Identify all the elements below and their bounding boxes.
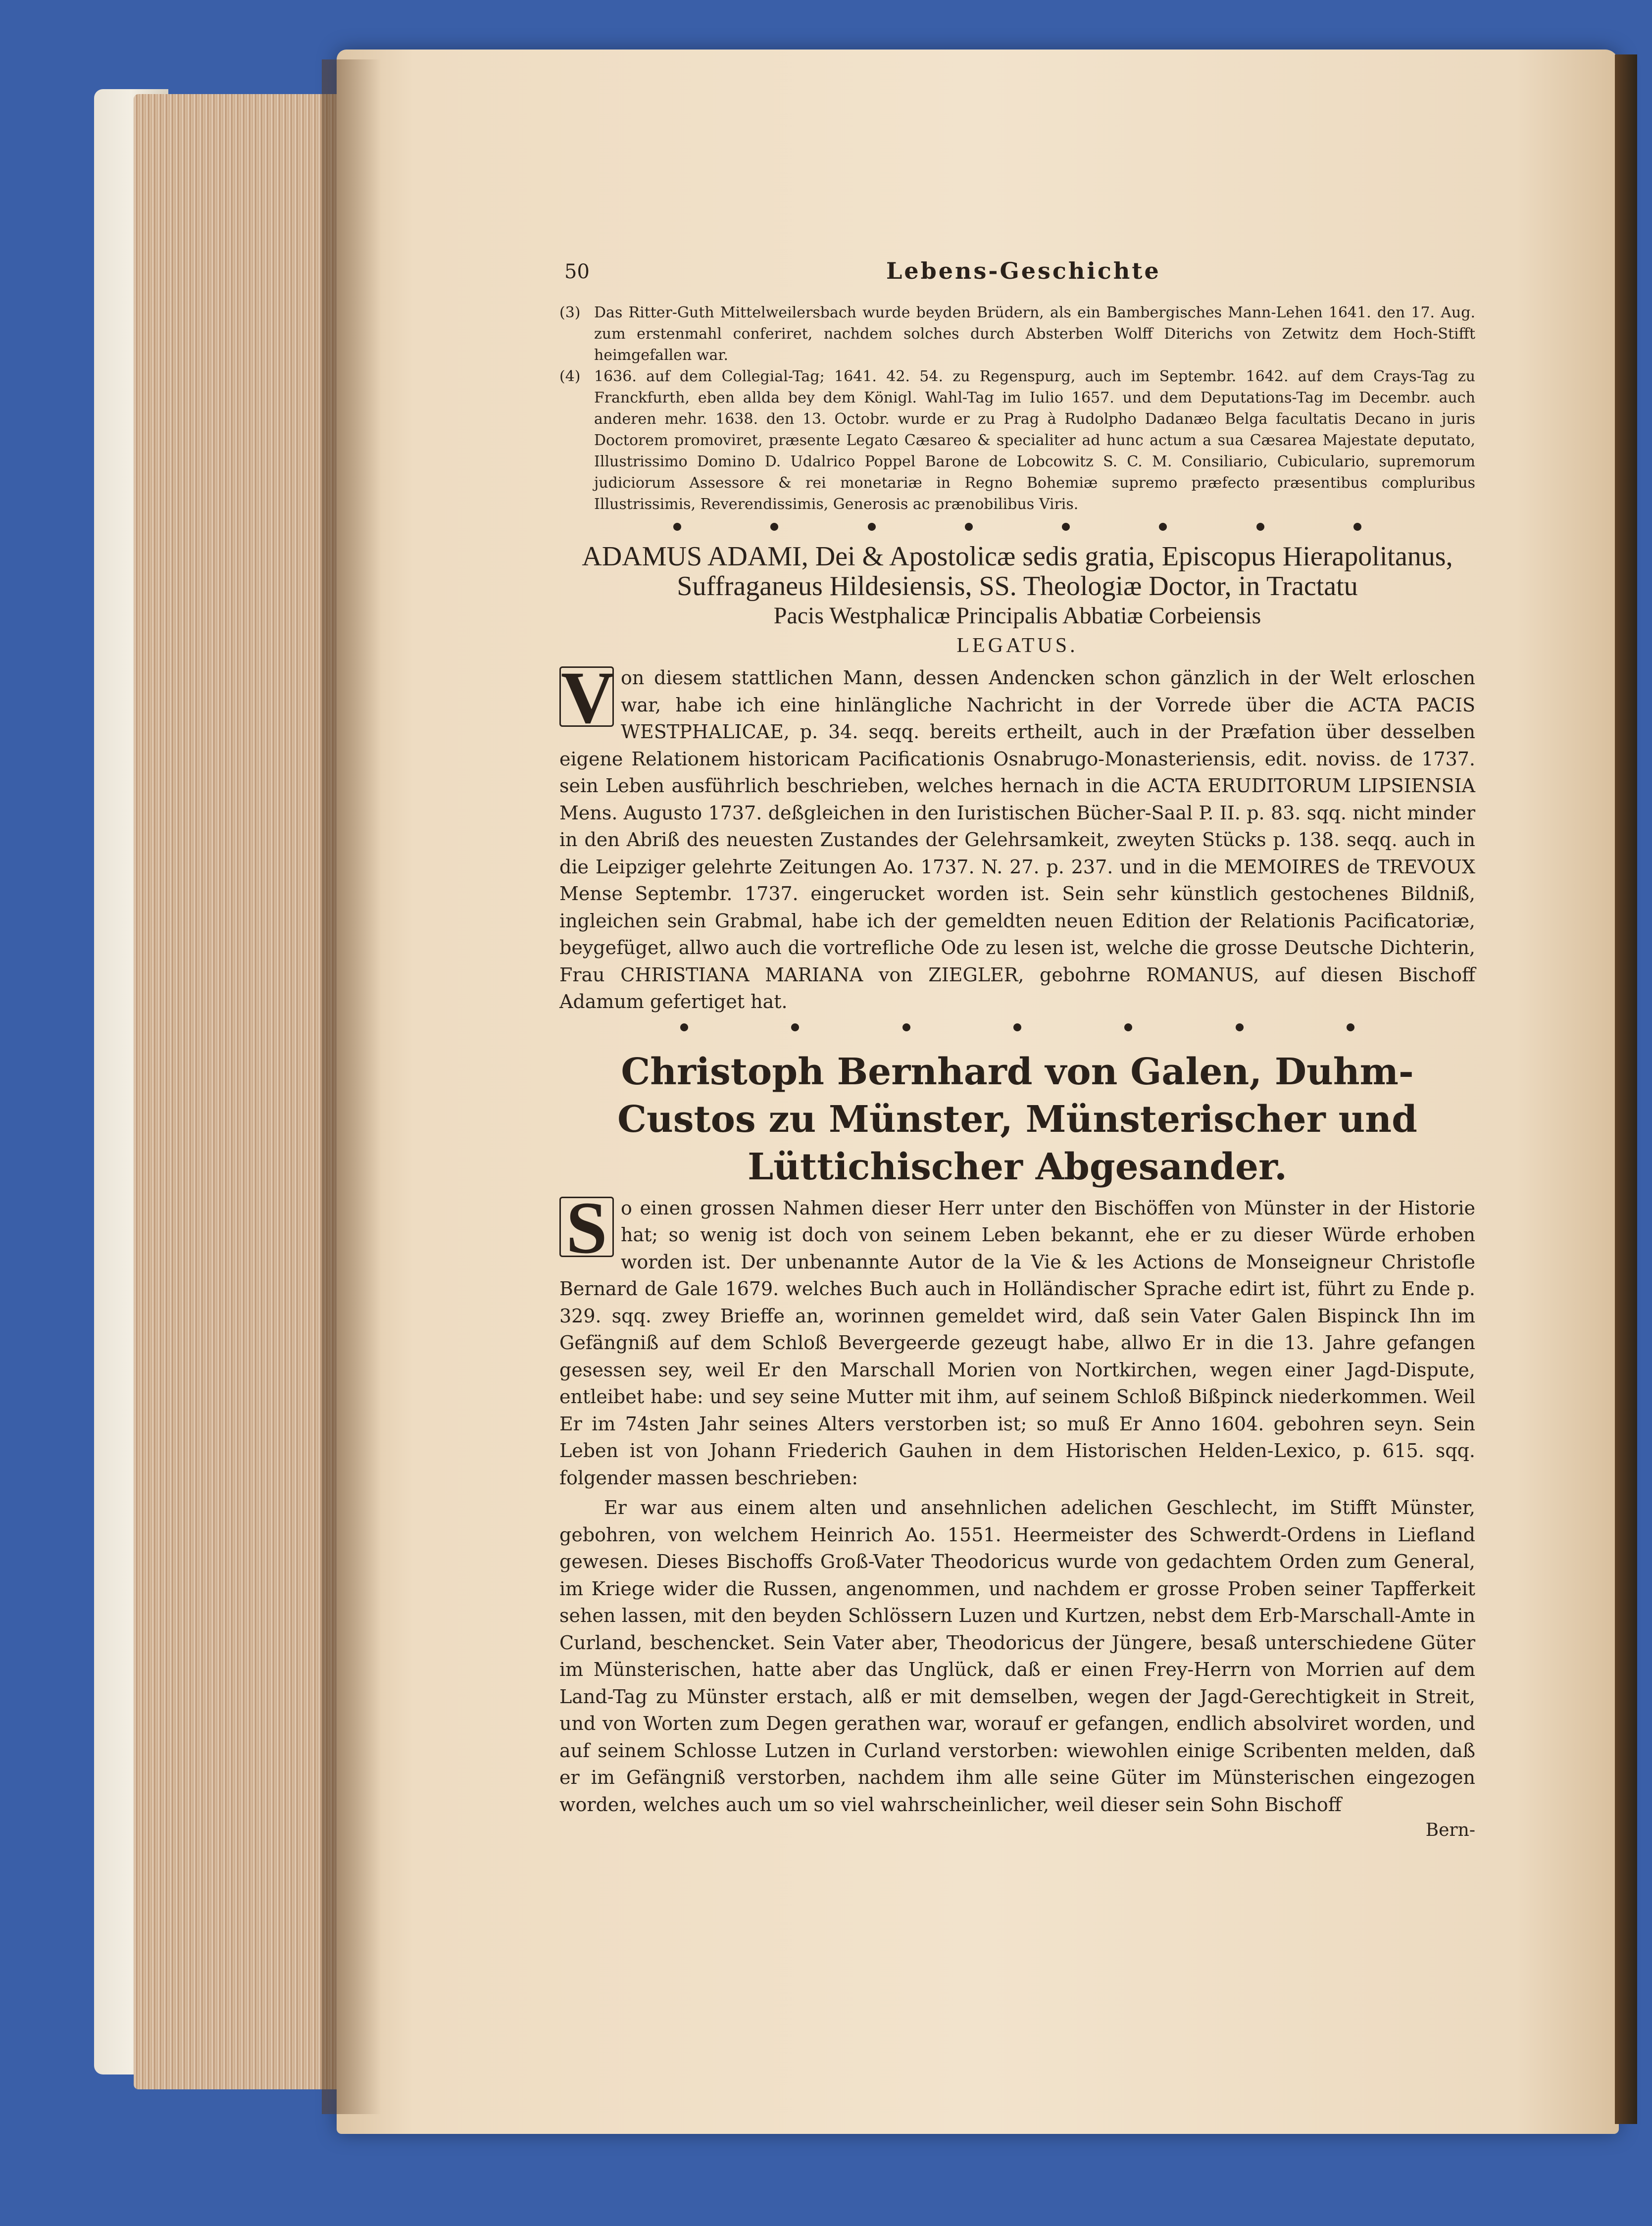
heading-line: LEGATUS.: [956, 634, 1078, 657]
footnote-text: 1636. auf dem Collegial-Tag; 1641. 42. 54. zu Regenspurg, auch im Septembr. 1642. auf dem Crays-Tag zu Franckfurth, eben allda bey dem Königl. Wahl-Tag im Iulio 1657. und dem Deputations-Tag im Decembr. auch anderen mehr. 1638. den 13. Octobr. wurde er zu Prag à Rudolpho Dadanæo Belga facultatis Decano in juris Doctorem promoviret, præsente Legato Cæsareo & specialiter ad hunc actum a sua Cæsarea Majestate deputato, Illustrissimo Domino D. Udalrico Poppel Barone de Lobcowitz S. C. M. Consiliario, Cubiculario, supremorum judiciorum Assessore & rei monetariæ in Regno Bohemiæ supremo præfecto præsentibus compluribus Illustrissimis, Reverendissimis, Generosis ac prænobilibus Viris.: [594, 368, 1475, 513]
ornament-dot: [1353, 523, 1361, 531]
drop-cap: V: [559, 666, 614, 727]
page-number: 50: [564, 260, 590, 283]
ornament-dot: [1256, 523, 1264, 531]
page-block-edges: [134, 94, 342, 2089]
footnote-text: Das Ritter-Guth Mittelweilersbach wurde beyden Brüdern, als ein Bambergisches Mann-Lehen 1641. den 17. Aug. zum erstenmahl conferiret, nachdem solches durch Absterben Wolff Diterichs von Zetwitz dem Hoch-Stifft heimgefallen war.: [594, 304, 1475, 364]
entry-heading-galen: Christoph Bernhard von Galen, Duhm-Custos zu Münster, Münsterischer und Lüttichischer Abgesander.: [617, 1050, 1417, 1188]
running-head: [559, 257, 1475, 297]
footnote: [559, 302, 1475, 366]
ornament-dot: [902, 1023, 910, 1031]
footnotes: [559, 302, 1475, 515]
ornament-dot: [1124, 1023, 1132, 1031]
heading-line: ADAMUS ADAMI, Dei & Apostolicæ sedis gratia, Episcopus Hierapolitanus, Suffraganeus Hildesiensis, SS. Theologiæ Doctor, in Tractatu: [582, 541, 1453, 602]
ornament-dot: [770, 523, 778, 531]
dot-ornament-divider: [629, 1023, 1406, 1031]
ornament-dot: [1062, 523, 1070, 531]
ornament-dot: [1159, 523, 1167, 531]
ornament-dot: [1013, 1023, 1021, 1031]
catchword: Bern-: [1425, 1820, 1475, 1840]
drop-cap: S: [559, 1197, 614, 1257]
page-right-edge: [1615, 54, 1637, 2124]
paragraph-text: o einen grossen Nahmen dieser Herr unter den Bischöffen von Münster in der Historie hat; so wenig ist doch von seinem Leben bekannt, ehe er zu dieser Würde erhoben worden ist. Der unbenannte Autor de la Vie & les Actions de Monseigneur Christofle Bernard de Gale 1679. welches Buch auch in Holländischer Sprache edirt ist, führt zu Ende p. 329. sqq. zwey Brieffe an, worinnen gemeldet wird, daß sein Vater Galen Bispinck Ihn im Gefängniß auf dem Schloß Bevergeerde gezeugt habe, allwo Er in die 13. Jahre gefangen gesessen sey, weil Er den Marschall Morien von Nortkirchen, wegen einer Jagd-Dispute, entleibet habe: und sey seine Mutter mit ihm, auf seinem Schloß Bißpinck niederkommen. Weil Er im 74sten Jahr seines Alters verstorben ist; so muß Er Anno 1604. gebohren seyn. Sein Leben ist von Johann Friederich Gauhen in dem Historischen Helden-Lexico, p. 615. sqq. folgender massen beschrieben:: [559, 1197, 1475, 1489]
footnote-mark: (3): [559, 304, 581, 321]
footnote: [559, 366, 1475, 515]
running-title: Lebens-Geschichte: [886, 257, 1161, 284]
ornament-dot: [868, 523, 876, 531]
page-content: [559, 257, 1475, 1840]
page-gutter-shadow: [322, 59, 381, 2114]
paragraph-text: on diesem stattlichen Mann, dessen Andencken schon gänzlich in der Welt erloschen war, habe ich eine hinlängliche Nachricht in der Vorrede über die ACTA PACIS WESTPHALICAE, p. 34. seqq. bereits ertheilt, auch in der Præfation über desselben eigene Relationem historicam Pacificationis Osnabrugo-Monasteriensis, edit. noviss. de 1737. sein Leben ausführlich beschrieben, welches hernach in die ACTA ERUDITORUM LIPSIENSIA Mens. Augusto 1737. deßgleichen in den Iuristischen Bücher-Saal P. II. p. 83. sqq. nicht minder in den Abriß des neuesten Zustandes der Gelehrsamkeit, zweyten Stücks p. 138. seqq. auch in die Leipziger gelehrte Zeitungen Ao. 1737. N. 27. p. 237. und in die MEMOIRES de TREVOUX Mense Septembr. 1737. eingerucket worden ist. Sein sehr künstlich gestochenes Bildniß, ingleichen sein Grabmal, habe ich der gemeldten neuen Edition der Relationis Pacificatoriæ, beygefüget, allwo auch die vortrefliche Ode zu lesen ist, welche die grosse Deutsche Dichterin, Frau CHRISTIANA MARIANA von ZIEGLER, gebohrne ROMANUS, auf diesen Bischoff Adamum gefertiget hat.: [559, 667, 1475, 1012]
entry-body-adami: [559, 657, 1475, 1015]
ornament-dot: [1347, 1023, 1354, 1031]
dot-ornament-divider: [629, 523, 1406, 531]
ornament-dot: [791, 1023, 799, 1031]
heading-line: Pacis Westphalicæ Principalis Abbatiæ Corbeiensis: [773, 603, 1261, 629]
entry-body-galen: [559, 1186, 1475, 1492]
ornament-dot: [1236, 1023, 1244, 1031]
ornament-dot: [680, 1023, 688, 1031]
ornament-dot: [673, 523, 681, 531]
footnote-mark: (4): [559, 368, 581, 385]
ornament-dot: [965, 523, 973, 531]
entry-heading-adami: [559, 542, 1475, 660]
quoted-passage: Er war aus einem alten und ansehnlichen adelichen Geschlecht, im Stifft Münster, gebohren, von welchem Heinrich Ao. 1551. Heermeister des Schwerdt-Ordens in Liefland gewesen. Dieses Bischoffs Groß-Vater Theodoricus wurde von gedachtem Orden zum General, im Kriege wider die Russen, angenommen, und nachdem er grosse Proben seiner Tapfferkeit sehen lassen, mit den beyden Schlössern Luzen und Kurtzen, nebst dem Erb-Marschall-Amte in Curland, beschencket. Sein Vater aber, Theodoricus der Jüngere, besaß unterschiedene Güter im Münsterischen, hatte aber das Unglück, daß er einen Frey-Herrn von Morrien auf dem Land-Tag zu Münster erstach, alß er mit demselben, wegen der Jagd-Gerechtigkeit in Streit, und von Worten zum Degen gerathen war, worauf er gefangen, endlich absolviret worden, und auf seinem Schlosse Lutzen in Curland verstorben: wiewohlen einige Scribenten melden, daß er im Gefängniß verstorben, nachdem ihm alle seine Güter im Münsterischen eingezogen worden, welches auch um so viel wahrscheinlicher, weil dieser sein Sohn Bischoff: [559, 1497, 1475, 1816]
